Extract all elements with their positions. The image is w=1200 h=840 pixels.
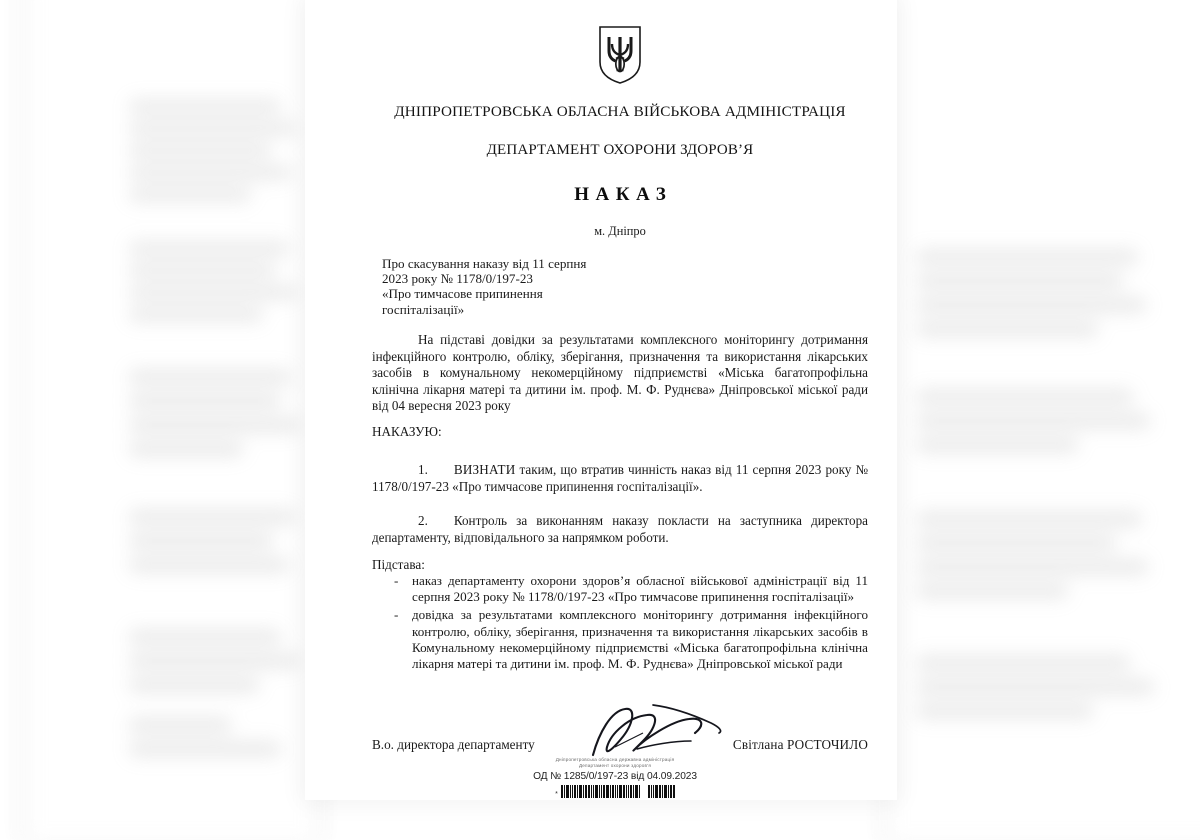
basis-item-text: довідка за результатами комплексного моніторингу дотримання інфекційного контролю, обліку, зберігання, призначення та використання лікарських засобів в Комунальному некомерційному підприємстві «Міська багатопрофільна клінічна лікарня матері та дитини ім. проф. М. Ф. Руднєва» Дніпровської міської ради xyxy=(412,607,868,672)
subject-line-4: госпіталізації» xyxy=(382,301,465,317)
organization-name-line-2: ДЕПАРТАМЕНТ ОХОРОНИ ЗДОРОВ’Я xyxy=(486,142,754,158)
order-verb: НАКАЗУЮ: xyxy=(372,424,442,439)
subject-line-3: «Про тимчасове припинення xyxy=(382,286,543,302)
subject-line-2: 2023 року № 1178/0/197-23 xyxy=(382,271,533,287)
basis-list xyxy=(394,573,868,674)
order-item-1-text: таким, що втратив чинність наказ від 11 серпня 2023 року № 1178/0/197-23 «Про тимчасове припинення госпіталізації». xyxy=(372,462,868,494)
order-document-page xyxy=(305,0,897,800)
stamp-org-line-2: Департамент охорони здоров’я xyxy=(578,763,652,769)
document-kind-title: НАКАЗ xyxy=(574,184,673,205)
registration-stamp xyxy=(495,757,735,798)
order-item-2-number: 2. xyxy=(418,513,428,528)
emblem-container xyxy=(372,24,868,86)
organization-name-line-1: ДНІПРОПЕТРОВСЬКА ОБЛАСНА ВІЙСЬКОВА АДМІНІСТРАЦІЯ xyxy=(394,103,846,120)
basis-dash-icon: - xyxy=(394,607,399,623)
basis-list-item xyxy=(394,607,868,672)
signatory-name: Світлана РОСТОЧИЛО xyxy=(732,737,868,752)
background-page-left-text xyxy=(120,70,300,770)
subject-line-1: Про скасування наказу від 11 серпня xyxy=(382,256,587,271)
barcode xyxy=(495,784,735,798)
signature-row xyxy=(372,737,868,753)
signatory-position: В.о. директора департаменту xyxy=(372,737,535,752)
order-item-2-text: Контроль за виконанням наказу покласти на заступника директора департаменту, відповідального за напрямком роботи. xyxy=(372,513,868,545)
basis-list-item xyxy=(394,573,868,605)
barcode-prefix: * xyxy=(555,791,558,799)
basis-header: Підстава: xyxy=(372,557,425,572)
document-content xyxy=(372,0,868,800)
stamp-org-line-1: Дніпропетровська обласна державна адміністрація xyxy=(555,757,675,762)
order-item-1 xyxy=(372,462,868,495)
basis-item-text: наказ департаменту охорони здоров’я обласної військової адміністрації від 11 серпня 2023 року № 1178/0/197-23 «Про тимчасове припинення госпіталізації» xyxy=(412,573,868,605)
ukraine-coat-of-arms-trident-icon xyxy=(597,24,643,86)
background-page-right-text xyxy=(905,60,1165,780)
order-item-1-number: 1. xyxy=(418,462,428,477)
order-item-1-lead: ВИЗНАТИ xyxy=(453,462,516,477)
document-city: м. Дніпро xyxy=(594,224,646,238)
basis-dash-icon: - xyxy=(394,573,399,588)
document-subject-block xyxy=(382,256,632,317)
preamble-paragraph: На підставі довідки за результатами комплексного моніторингу дотримання інфекційного контролю, обліку, зберігання, призначення та використання лікарських засобів в комунальному некомерційному підприємстві «Міська багатопрофільна клінічна лікарня матері та дитини ім. проф. М. Ф. Руднєва» Дніпровської міської ради від 04 вересня 2023 року xyxy=(372,332,868,414)
stamp-registration-number: ОД № 1285/0/197-23 від 04.09.2023 xyxy=(533,771,697,783)
order-item-2 xyxy=(372,513,868,546)
